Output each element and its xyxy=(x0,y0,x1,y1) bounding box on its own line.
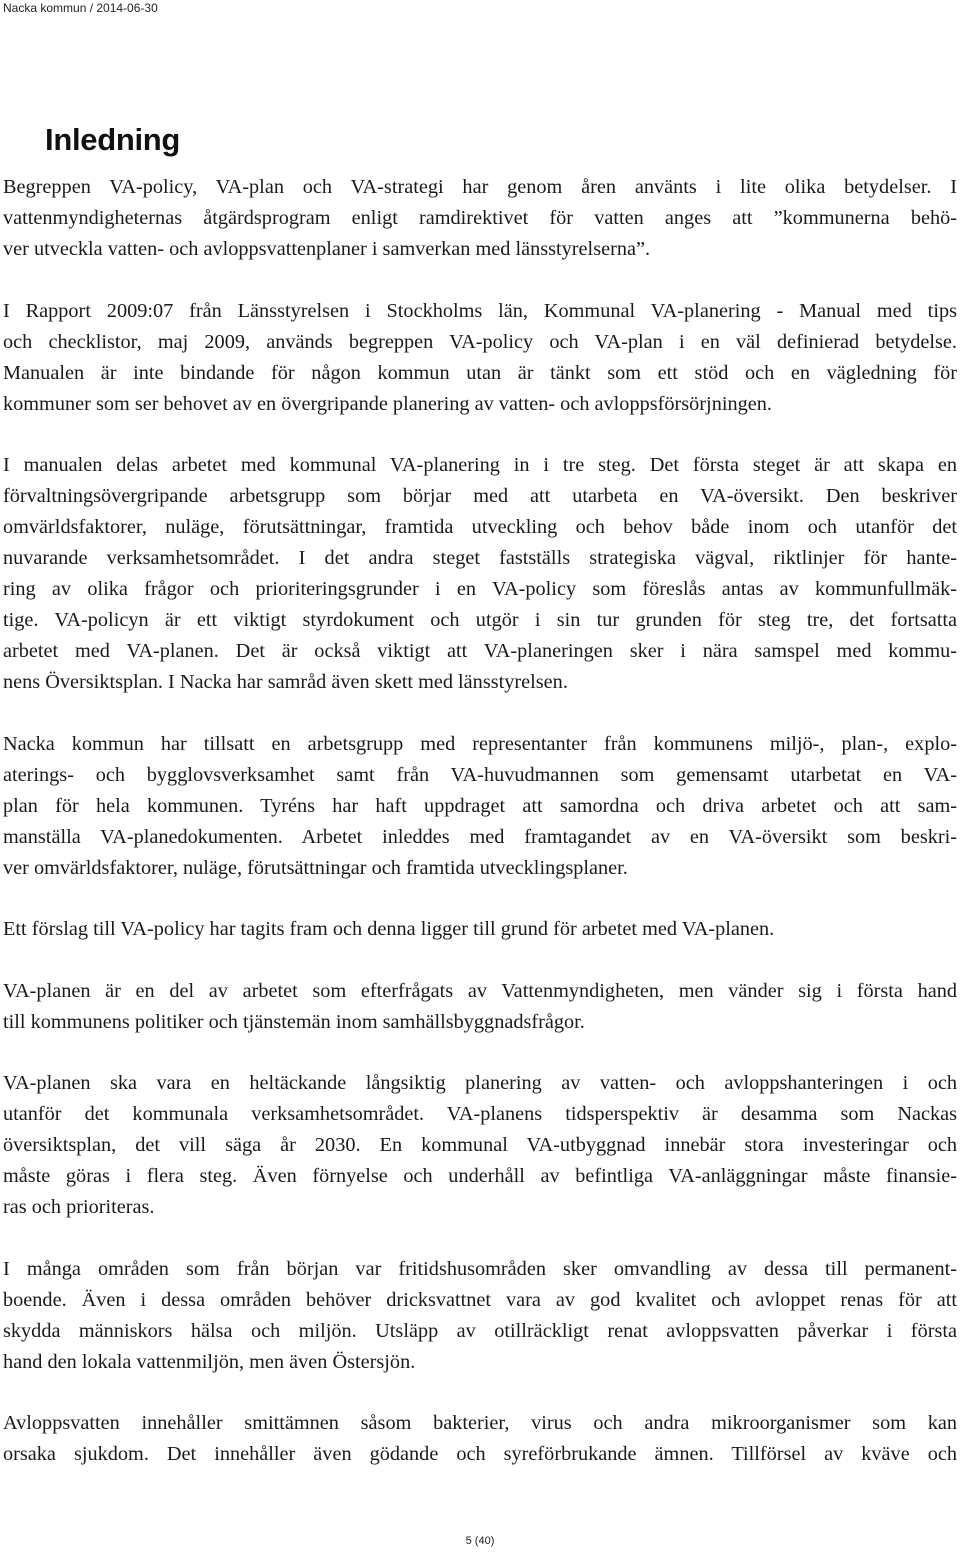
text-line: Avloppsvatten innehåller smittämnen såsom bakterier, virus och andra mikroorganismer som kan xyxy=(3,1412,957,1434)
text-line: ver omvärldsfaktorer, nuläge, förutsättningar och framtida utvecklingsplaner. xyxy=(3,856,628,879)
text-line: ring av olika frågor och prioriteringsgrunder i en VA-policy som föreslås antas av kommunfullmäk- xyxy=(3,578,957,600)
text-line: vattenmyndigheternas åtgärdsprogram enligt ramdirektivet för vatten anges att ”kommunerna behö- xyxy=(3,207,957,229)
text-line: aterings- och bygglovsverksamhet samt från VA-huvudmannen som gemensamt utarbetat en VA- xyxy=(3,763,957,786)
text-line: hand den lokala vattenmiljön, men även Östersjön. xyxy=(3,1350,416,1373)
paragraph-wastewater xyxy=(3,1408,957,1470)
paragraph-report xyxy=(3,296,957,420)
text-line: utanför det kommunala verksamhetsområdet. VA-planens tidsperspektiv är desamma som Nackas xyxy=(3,1103,957,1125)
text-line: plan för hela kommunen. Tyréns har haft uppdraget att samordna och driva arbetet och att sam- xyxy=(3,794,957,817)
body-text xyxy=(3,172,957,1501)
text-line: förvaltningsövergripande arbetsgrupp som börjar med att utarbeta en VA-översikt. Den beskriver xyxy=(3,485,957,507)
page-number: 5 (40) xyxy=(465,1535,495,1547)
text-line: Ett förslag till VA-policy har tagits fram och denna ligger till grund för arbetet med VA-planen. xyxy=(3,918,775,940)
text-line: till kommunens politiker och tjänstemän inom samhällsbyggnadsfrågor. xyxy=(3,1010,585,1033)
text-line: Manualen är inte bindande för någon kommun utan är tänkt som ett stöd och en vägledning för xyxy=(3,361,957,384)
text-line: manställa VA-planedokumenten. Arbetet inleddes med framtagandet av en VA-översikt som beskri- xyxy=(3,825,957,848)
text-line: nens Översiktsplan. I Nacka har samråd även skett med länsstyrelsen. xyxy=(3,671,568,693)
text-line: boende. Även i dessa områden behöver dricksvattnet vara av god kvalitet och avloppet renas för att xyxy=(3,1288,957,1311)
paragraph-policy-proposal xyxy=(3,914,957,945)
text-line: och checklistor, maj 2009, används begreppen VA-policy och VA-plan i en väl definierad betydelse. xyxy=(3,330,957,353)
text-line: arbetet med VA-planen. Det är också viktigt att VA-planeringen sker i nära samspel med kommu- xyxy=(3,640,957,662)
text-line: I Rapport 2009:07 från Länsstyrelsen i Stockholms län, Kommunal VA-planering - Manual med tips xyxy=(3,299,957,322)
text-line: I många områden som från början var fritidshusområden sker omvandling av dessa till permanent- xyxy=(3,1257,957,1280)
text-line: ras och prioriteras. xyxy=(3,1196,155,1218)
text-line: Nacka kommun har tillsatt en arbetsgrupp med representanter från kommunens miljö-, plan-, explo- xyxy=(3,732,957,755)
text-line: skydda människors hälsa och miljön. Utsläpp av otillräckligt renat avloppsvatten påverkar i första xyxy=(3,1319,957,1342)
paragraph-definitions xyxy=(3,172,957,265)
text-line: måste göras i flera steg. Även förnyelse och underhåll av befintliga VA-anläggningar måste finansie- xyxy=(3,1165,957,1187)
paragraph-three-steps xyxy=(3,450,957,698)
paragraph-conversion xyxy=(3,1254,957,1378)
page-title: Inledning xyxy=(45,122,181,157)
paragraph-working-group xyxy=(3,729,957,884)
text-line: Begreppen VA-policy, VA-plan och VA-strategi har genom åren använts i lite olika betydelser. I xyxy=(3,176,957,198)
text-line: tige. VA-policyn är ett viktigt styrdokument och utgör i sin tur grunden för steg tre, det fortsatta xyxy=(3,609,957,631)
text-line: VA-planen ska vara en heltäckande långsiktig planering av vatten- och avloppshanteringen i och xyxy=(3,1072,957,1094)
text-line: kommuner som ser behovet av en övergripande planering av vatten- och avloppsförsörjningen. xyxy=(3,392,772,415)
text-line: ver utveckla vatten- och avloppsvattenplaner i samverkan med länsstyrelserna”. xyxy=(3,238,651,260)
text-line: VA-planen är en del av arbetet som efterfrågats av Vattenmyndigheten, men vänder sig i första hand xyxy=(3,979,957,1002)
text-line: omvärldsfaktorer, nuläge, förutsättningar, framtida utveckling och behov både inom och utanför det xyxy=(3,516,957,538)
text-line: orsaka sjukdom. Det innehåller även gödande och syreförbrukande ämnen. Tillförsel av kväve och xyxy=(3,1443,957,1465)
text-line: nuvarande verksamhetsområdet. I det andra steget fastställs strategiska vägval, riktlinjer för hante- xyxy=(3,547,957,569)
paragraph-long-term-planning xyxy=(3,1068,957,1223)
running-header: Nacka kommun / 2014-06-30 xyxy=(3,1,158,15)
paragraph-audience xyxy=(3,976,957,1038)
text-line: översiktsplan, det vill säga år 2030. En kommunal VA-utbyggnad innebär stora investeringar och xyxy=(3,1134,957,1156)
text-line: I manualen delas arbetet med kommunal VA-planering in i tre steg. Det första steget är att skapa en xyxy=(3,454,957,476)
